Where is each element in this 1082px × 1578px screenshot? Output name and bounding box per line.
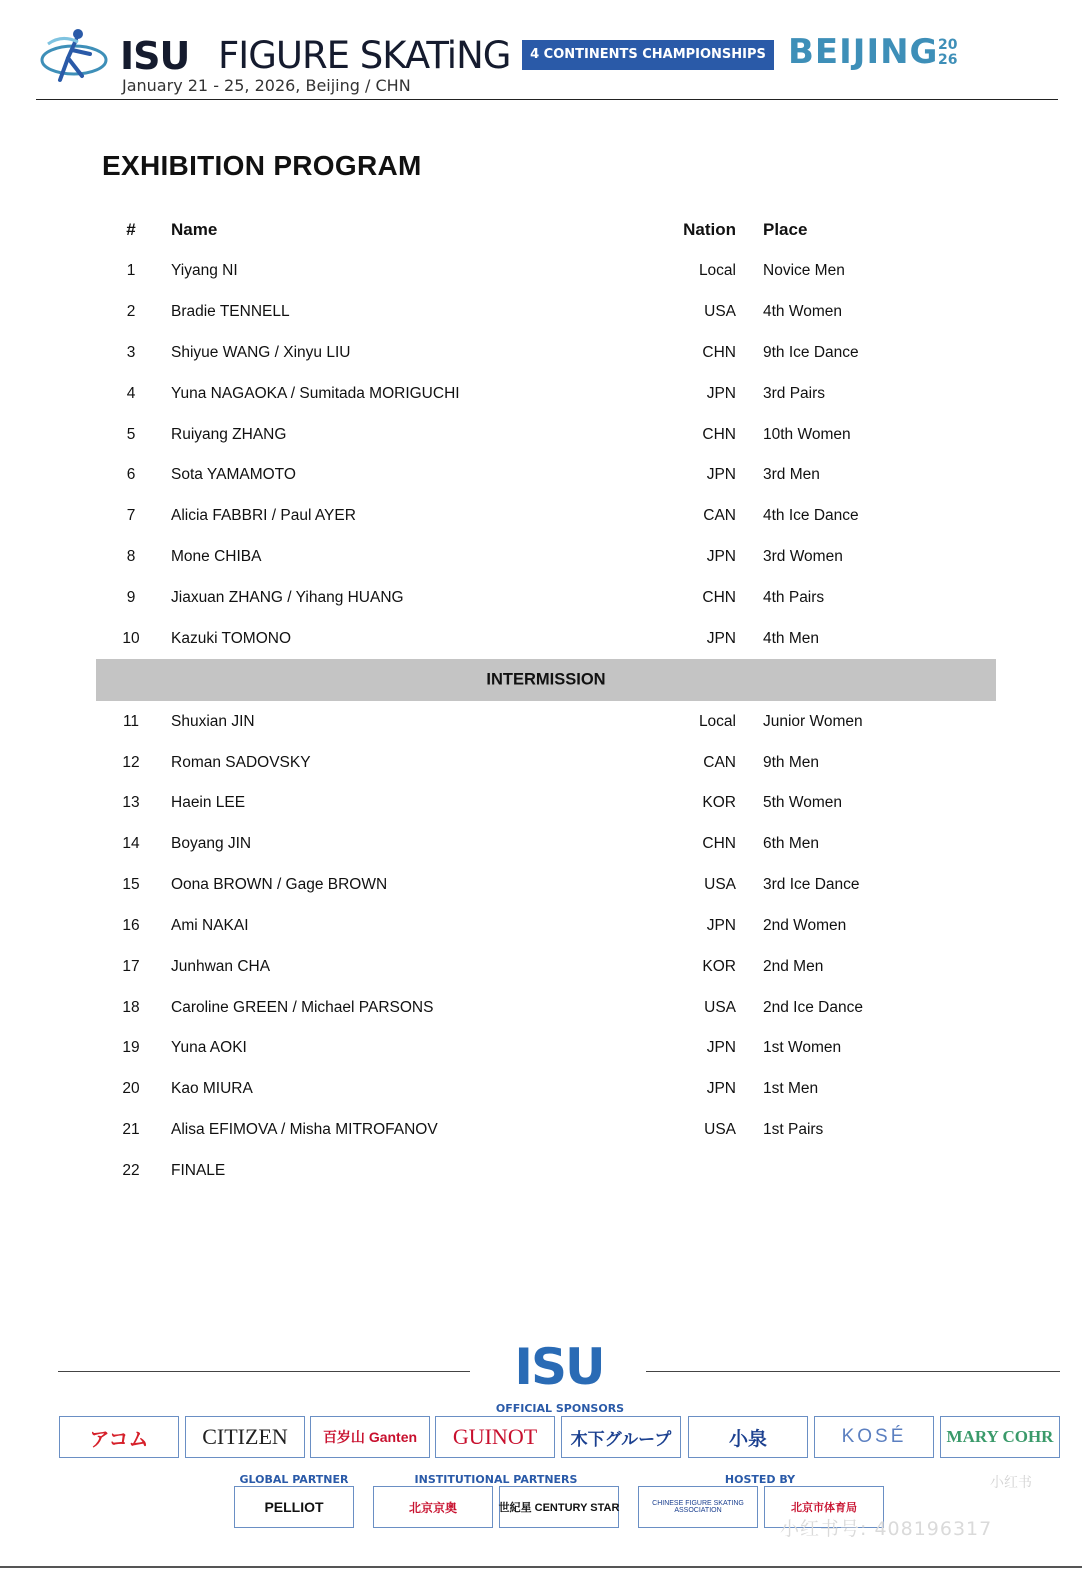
row-number: 10: [122, 629, 140, 647]
athlete-name: Mone CHIBA: [171, 548, 262, 566]
table-row: [96, 701, 996, 742]
row-number: 5: [126, 425, 136, 443]
placement: 2nd Women: [763, 916, 847, 934]
placement: 1st Pairs: [763, 1121, 824, 1139]
row-number: 6: [126, 466, 136, 484]
institutional-partners-label: INSTITUTIONAL PARTNERS: [414, 1473, 578, 1486]
row-number: 9: [126, 589, 136, 607]
athlete-name: Oona BROWN / Gage BROWN: [171, 876, 388, 894]
placement: 1st Women: [763, 1039, 842, 1057]
event-header: [36, 18, 1058, 100]
watermark-app: 小红书: [990, 1475, 1032, 1491]
placement: 3rd Pairs: [763, 384, 826, 402]
row-number: 19: [122, 1039, 140, 1057]
sponsor-acom-logo: [59, 1416, 179, 1458]
partner-century-star-logo: [499, 1486, 619, 1528]
athlete-name: Jiaxuan ZHANG / Yihang HUANG: [171, 589, 404, 607]
placement: 3rd Men: [763, 466, 820, 484]
row-number: 16: [122, 916, 140, 934]
row-number: 3: [126, 343, 136, 361]
row-number: 17: [122, 957, 140, 975]
row-number: 15: [122, 876, 140, 894]
nation-code: CAN: [703, 753, 736, 771]
athlete-name: Shiyue WANG / Xinyu LIU: [171, 343, 351, 361]
nation-code: CHN: [702, 425, 736, 443]
athlete-name: Haein LEE: [171, 794, 246, 812]
sponsors-footer: [0, 1340, 1082, 1578]
host-year-bottom: 26: [938, 52, 958, 68]
sponsor-ganten-logo: [310, 1416, 430, 1458]
row-number: 14: [122, 835, 140, 853]
sponsor-koizumi-logo: [688, 1416, 808, 1458]
host-beijing-sports-text: 北京市体育局: [791, 1502, 857, 1514]
partner-beijing-logo: [373, 1486, 493, 1528]
athlete-name: Kao MIURA: [171, 1080, 253, 1098]
col-header-num: #: [126, 220, 136, 240]
table-row: [96, 414, 996, 455]
nation-code: USA: [704, 998, 736, 1016]
sponsor-kinoshita-text: 木下グループ: [570, 1429, 672, 1449]
nation-code: USA: [704, 876, 736, 894]
placement: 4th Pairs: [763, 589, 825, 607]
isu-wordmark: ISU: [120, 34, 190, 78]
placement: Junior Women: [763, 712, 863, 730]
athlete-name: Roman SADOVSKY: [171, 753, 311, 771]
athlete-name: Yiyang NI: [171, 262, 238, 280]
row-number: 13: [122, 794, 140, 812]
row-number: 1: [126, 262, 136, 280]
header-divider: [36, 99, 1058, 100]
table-row: [96, 333, 996, 374]
event-dates: January 21 - 25, 2026, Beijing / CHN: [122, 76, 411, 95]
nation-code: Local: [698, 262, 736, 280]
intermission-bar: [96, 659, 996, 701]
placement: 4th Ice Dance: [763, 507, 859, 525]
page-title: EXHIBITION PROGRAM: [102, 150, 422, 181]
placement: 9th Ice Dance: [763, 343, 859, 361]
row-number: 11: [122, 712, 140, 730]
table-row: [96, 824, 996, 865]
row-number: 20: [122, 1080, 140, 1098]
placement: Novice Men: [763, 262, 845, 280]
sponsor-kose-text: KOSÉ: [841, 1426, 907, 1447]
col-header-name: Name: [171, 220, 218, 240]
nation-code: USA: [704, 303, 736, 321]
program-table: [96, 210, 996, 1191]
nation-code: CAN: [703, 507, 736, 525]
sponsor-guinot-text: GUINOT: [452, 1424, 538, 1449]
row-number: 8: [126, 548, 136, 566]
sponsor-guinot-logo: [435, 1416, 555, 1458]
table-header-row: [96, 210, 996, 251]
row-number: 4: [126, 384, 136, 402]
table-row: [96, 946, 996, 987]
placement: 6th Men: [763, 835, 820, 853]
athlete-name: Caroline GREEN / Michael PARSONS: [171, 998, 434, 1016]
row-number: 12: [122, 753, 140, 771]
footer-divider-left: [58, 1371, 470, 1372]
nation-code: KOR: [702, 794, 736, 812]
athlete-name: Ami NAKAI: [171, 916, 249, 934]
nation-code: CHN: [702, 835, 736, 853]
placement: 3rd Women: [763, 548, 843, 566]
col-header-place: Place: [763, 220, 808, 240]
host-cfsa-text: CHINESE FIGURE SKATING ASSOCIATION: [652, 1500, 744, 1514]
sponsor-ganten-text: 百岁山 Ganten: [322, 1429, 418, 1445]
sponsor-marycohr-logo: [940, 1416, 1060, 1458]
official-sponsors-label: OFFICIAL SPONSORS: [495, 1402, 625, 1415]
table-row: [96, 537, 996, 578]
table-row: [96, 496, 996, 537]
athlete-name: FINALE: [171, 1161, 226, 1179]
sponsor-koizumi-text: 小泉: [728, 1428, 767, 1450]
figure-skating-wordmark: FIGURE SKATiNG: [218, 34, 511, 77]
table-row: [96, 865, 996, 906]
placement: 4th Women: [763, 303, 842, 321]
nation-code: JPN: [706, 916, 736, 934]
table-row: [96, 742, 996, 783]
table-row: [96, 578, 996, 619]
nation-code: CHN: [702, 589, 736, 607]
table-row: [96, 455, 996, 496]
nation-code: JPN: [706, 384, 736, 402]
isu-footer-logo: ISU: [514, 1338, 604, 1396]
sponsor-kose-logo: [814, 1416, 934, 1458]
table-row: [96, 906, 996, 947]
row-number: 21: [122, 1121, 140, 1139]
partner-pelliot-text: PELLIOT: [264, 1499, 324, 1515]
placement: 2nd Men: [763, 957, 824, 975]
program-part-2: [96, 701, 996, 1191]
placement: 4th Men: [763, 629, 820, 647]
host-city: BEIJING: [788, 32, 939, 72]
host-year-top: 20: [938, 37, 958, 53]
nation-code: JPN: [706, 1039, 736, 1057]
placement: 2nd Ice Dance: [763, 998, 863, 1016]
sponsor-acom-text: アコム: [89, 1428, 149, 1451]
nation-code: JPN: [706, 548, 736, 566]
watermark-id: 小红书号: 408196317: [780, 1518, 993, 1540]
page-bottom-rule: [0, 1566, 1082, 1568]
placement: 10th Women: [763, 425, 851, 443]
nation-code: JPN: [706, 466, 736, 484]
hosted-by-label: HOSTED BY: [724, 1473, 796, 1486]
table-row: [96, 292, 996, 333]
table-row: [96, 251, 996, 292]
nation-code: JPN: [706, 629, 736, 647]
table-row: [96, 1069, 996, 1110]
partner-century-star-text: 世紀星 CENTURY STAR: [498, 1502, 620, 1514]
partner-pelliot-logo: [234, 1486, 354, 1528]
sponsor-kinoshita-logo: [561, 1416, 681, 1458]
placement: 1st Men: [763, 1080, 819, 1098]
table-row: [96, 618, 996, 659]
table-row: [96, 987, 996, 1028]
athlete-name: Bradie TENNELL: [171, 303, 290, 321]
host-year: [938, 38, 964, 68]
table-row: [96, 1028, 996, 1069]
col-header-nation: Nation: [683, 220, 736, 240]
global-partner-label: GLOBAL PARTNER: [239, 1473, 349, 1486]
row-number: 2: [126, 303, 136, 321]
athlete-name: Sota YAMAMOTO: [171, 466, 296, 484]
program-part-1: [96, 251, 996, 659]
row-number: 22: [122, 1161, 140, 1179]
athlete-name: Ruiyang ZHANG: [171, 425, 287, 443]
intermission-label: INTERMISSION: [486, 670, 606, 689]
placement: 3rd Ice Dance: [763, 876, 860, 894]
host-cfsa-logo: [638, 1486, 758, 1528]
nation-code: KOR: [702, 957, 736, 975]
table-row: [96, 373, 996, 414]
sponsor-citizen-text: CITIZEN: [202, 1424, 288, 1449]
table-row: [96, 1110, 996, 1151]
table-row: [96, 783, 996, 824]
nation-code: USA: [704, 1121, 736, 1139]
championship-badge: 4 CONTINENTS CHAMPIONSHIPS: [522, 40, 774, 70]
skater-logo-icon: [38, 24, 110, 86]
row-number: 7: [126, 507, 136, 525]
athlete-name: Kazuki TOMONO: [171, 629, 292, 647]
table-row: [96, 1151, 996, 1192]
athlete-name: Yuna NAGAOKA / Sumitada MORIGUCHI: [171, 384, 460, 402]
placement: 9th Men: [763, 753, 820, 771]
sponsor-marycohr-text: MARY COHR: [946, 1427, 1054, 1446]
footer-divider-right: [646, 1371, 1060, 1372]
nation-code: Local: [698, 712, 736, 730]
row-number: 18: [122, 998, 140, 1016]
athlete-name: Shuxian JIN: [171, 712, 255, 730]
athlete-name: Yuna AOKI: [171, 1039, 247, 1057]
partner-beijing-text: 北京京奥: [408, 1500, 457, 1515]
sponsor-citizen-logo: [185, 1416, 305, 1458]
nation-code: JPN: [706, 1080, 736, 1098]
athlete-name: Boyang JIN: [171, 835, 252, 853]
athlete-name: Junhwan CHA: [171, 957, 271, 975]
nation-code: CHN: [702, 343, 736, 361]
athlete-name: Alisa EFIMOVA / Misha MITROFANOV: [171, 1121, 438, 1139]
placement: 5th Women: [763, 794, 842, 812]
athlete-name: Alicia FABBRI / Paul AYER: [171, 507, 356, 525]
